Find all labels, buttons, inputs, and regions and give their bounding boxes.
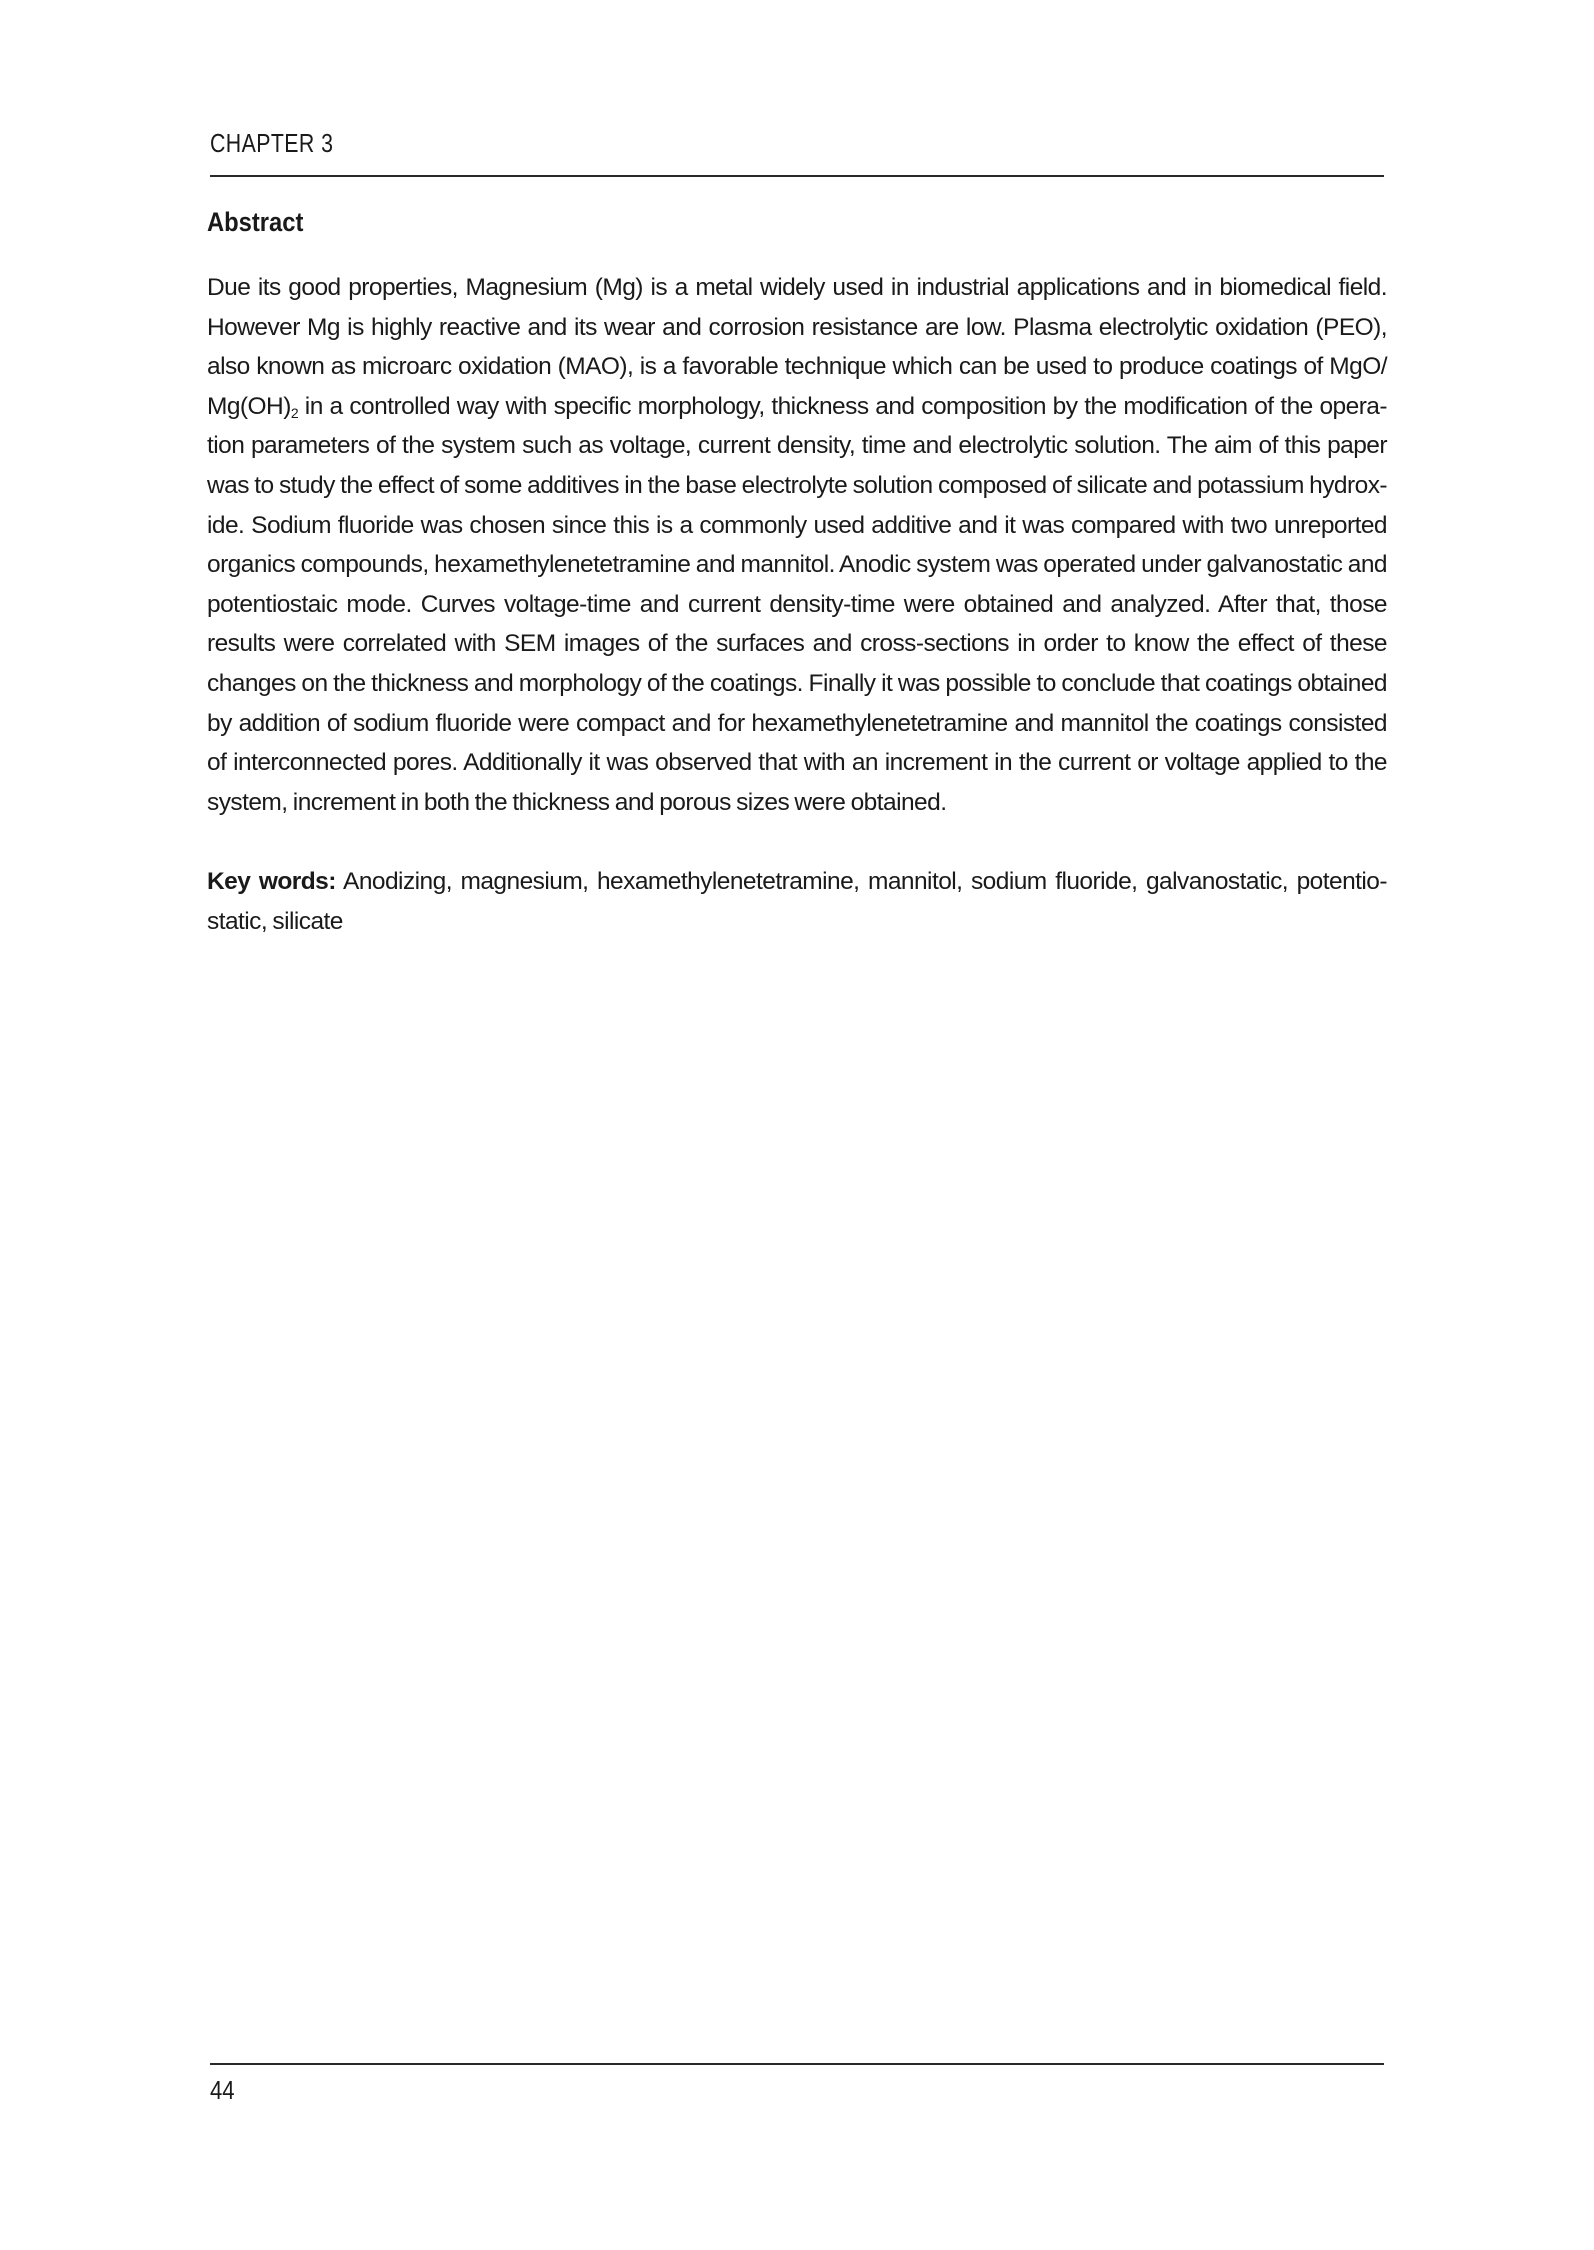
abstract-paragraph xyxy=(207,268,1387,822)
page-number: 44 xyxy=(210,2075,235,2105)
keywords-paragraph xyxy=(207,862,1387,941)
abstract-text-part2: in a controlled way with specific morphology, thickness and composition by the modification of the opera-tion parameters of the system such as voltage, current density, time and electrolytic solution. The aim of this paper was to study the effect of some additives in the base electrolyte solution composed of silicate and potassium hydrox-ide. Sodium fluoride was chosen since this is a commonly used additive and it was compared with two unreported organics compounds, hexamethylenetetramine and mannitol. Anodic system was operated under galvanostatic and potentiostaic mode. Curves voltage-time and current density-time were obtained and analyzed. After that, those results were correlated with SEM images of the surfaces and cross-sections in order to know the effect of these changes on the thickness and morphology of the coatings. Finally it was possible to conclude that coatings obtained by addition of sodium fluoride were compact and for hexamethylenetetramine and mannitol the coatings consisted of interconnected pores. Additionally it was observed that with an increment in the current or voltage applied to the system, increment in both the thickness and porous sizes were obtained. xyxy=(207,392,1387,816)
keywords-text: Anodizing, magnesium, hexamethylenetetramine, mannitol, sodium fluoride, galvanostatic, potentio-static, silicate xyxy=(207,868,1387,935)
keywords-label: Key words: xyxy=(207,868,336,896)
footer-rule xyxy=(210,2063,1384,2065)
running-header: CHAPTER 3 xyxy=(210,128,334,158)
section-title: Abstract xyxy=(207,207,304,237)
main-content xyxy=(207,205,1387,942)
header-rule xyxy=(210,175,1384,177)
abstract-text-part1: Due its good properties, Magnesium (Mg) is a metal widely used in industrial applications and in biomedical field. However Mg is highly reactive and its wear and corrosion resistance are low. Plasma electrolytic oxidation (PEO), also known as microarc oxidation (MAO), is a favorable technique which can be used to produce coatings of MgO/ Mg(OH) xyxy=(207,274,1387,420)
subscript-two: 2 xyxy=(290,404,299,421)
